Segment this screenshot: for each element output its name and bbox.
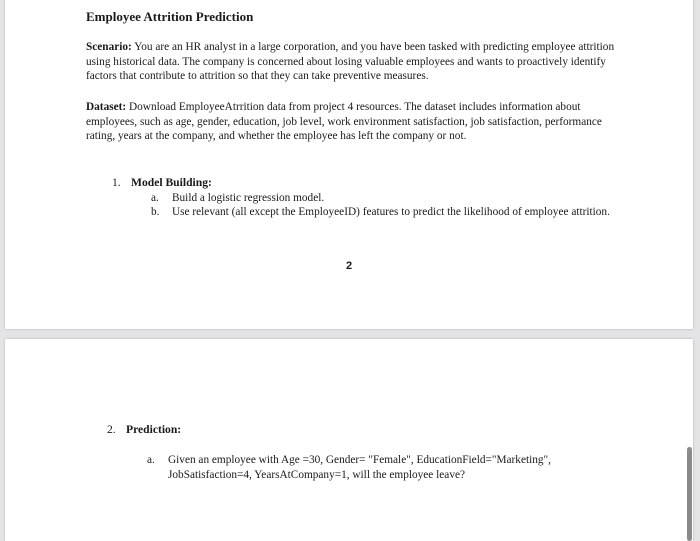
scenario-paragraph	[86, 40, 621, 84]
item2-subitem-a	[147, 453, 617, 483]
item1-heading: Model Building:	[131, 176, 212, 189]
item1-a-marker: a.	[151, 192, 159, 204]
item1-a-text: Build a logistic regression model.	[172, 192, 325, 204]
vertical-scrollbar[interactable]	[687, 447, 692, 541]
item1-b-text: Use relevant (all except the EmployeeID) features to predict the likelihood of employee attrition.	[172, 206, 610, 218]
dataset-text: Download EmployeeAtrrition data from project 4 resources. The dataset includes information about employees, such as age, gender, education, job level, work environment satisfaction, job satisfaction, performance rating, years at the company, and whether the employee has left the company or not.	[86, 101, 602, 142]
item1-b-marker: b.	[151, 206, 160, 218]
page-number: 2	[346, 260, 353, 272]
document-page-1	[5, 0, 693, 329]
dataset-paragraph	[86, 100, 621, 144]
item1-subitem-a	[151, 191, 621, 206]
scenario-text: You are an HR analyst in a large corporation, and you have been tasked with predicting employee attrition using historical data. The company is concerned about losing valuable employees and wants to proactively identify factors that contribute to attrition so that they can take preventive measures.	[86, 41, 615, 82]
item2-a-text: Given an employee with Age =30, Gender= "Female", EducationField="Marketing", JobSatisfaction=4, YearsAtCompany=1, will the employee leave?	[168, 454, 551, 481]
item1-number: 1.	[112, 176, 121, 189]
item2-number: 2.	[107, 423, 116, 436]
item2-heading: Prediction:	[126, 423, 182, 436]
document-title: Employee Attrition Prediction	[86, 9, 254, 24]
document-page-2	[5, 339, 693, 541]
item2-a-marker: a.	[147, 454, 155, 466]
dataset-label: Dataset:	[86, 101, 127, 113]
item1-subitem-b	[151, 205, 621, 235]
scenario-label: Scenario:	[86, 41, 132, 53]
